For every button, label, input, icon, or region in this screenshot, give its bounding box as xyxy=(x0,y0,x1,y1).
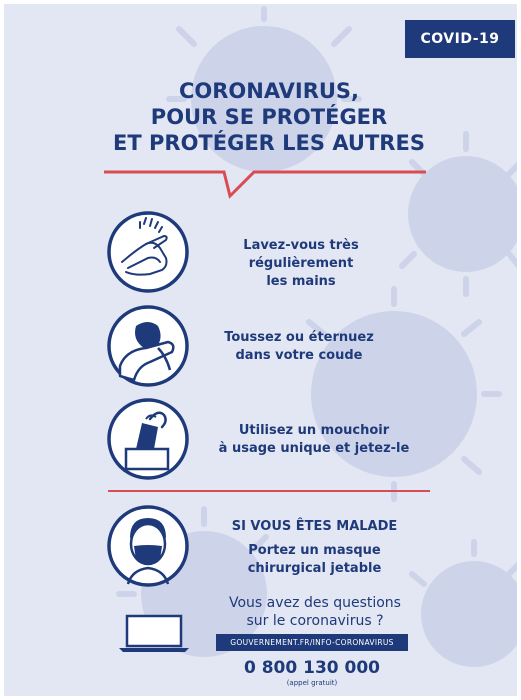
tip-line: les mains xyxy=(266,274,336,289)
poster-title xyxy=(84,78,454,156)
face-mask-icon xyxy=(106,504,190,588)
tissue-box-icon xyxy=(106,397,190,481)
sick-line: Portez un masque xyxy=(248,543,381,558)
tip-line: Utilisez un mouchoir xyxy=(238,423,390,438)
title-line: POUR SE PROTÉGER xyxy=(150,105,388,129)
hand-washing-icon xyxy=(106,210,190,294)
contact-question xyxy=(210,594,420,630)
section-divider xyxy=(108,490,430,492)
poster xyxy=(4,4,517,696)
sick-heading: SI VOUS ÊTES MALADE xyxy=(231,519,398,534)
tip-line: Lavez-vous très régulièrement xyxy=(243,238,359,271)
info-url-link[interactable]: GOUVERNEMENT.FR/INFO-CORONAVIRUS xyxy=(216,634,408,651)
tip-text xyxy=(214,329,384,365)
cough-elbow-icon xyxy=(106,304,190,388)
sick-text xyxy=(222,542,407,578)
laptop-icon xyxy=(117,614,191,654)
tip-text xyxy=(196,237,406,291)
covid-badge: COVID-19 xyxy=(405,20,515,58)
tip-text xyxy=(209,422,419,458)
phone-note: (appel gratuit) xyxy=(286,679,338,687)
title-line: ET PROTÉGER LES AUTRES xyxy=(113,131,425,155)
sick-line: chirurgical jetable xyxy=(247,561,382,576)
phone-number[interactable]: 0 800 130 000 xyxy=(243,658,381,678)
speech-bubble-divider xyxy=(104,166,434,202)
tip-line: Toussez ou éternuez xyxy=(224,330,374,345)
tip-line: à usage unique et jetez-le xyxy=(218,441,410,456)
question-line: sur le coronavirus ? xyxy=(246,613,384,629)
title-line: CORONAVIRUS, xyxy=(178,79,360,103)
question-line: Vous avez des questions xyxy=(229,595,401,611)
tip-line: dans votre coude xyxy=(235,348,363,363)
